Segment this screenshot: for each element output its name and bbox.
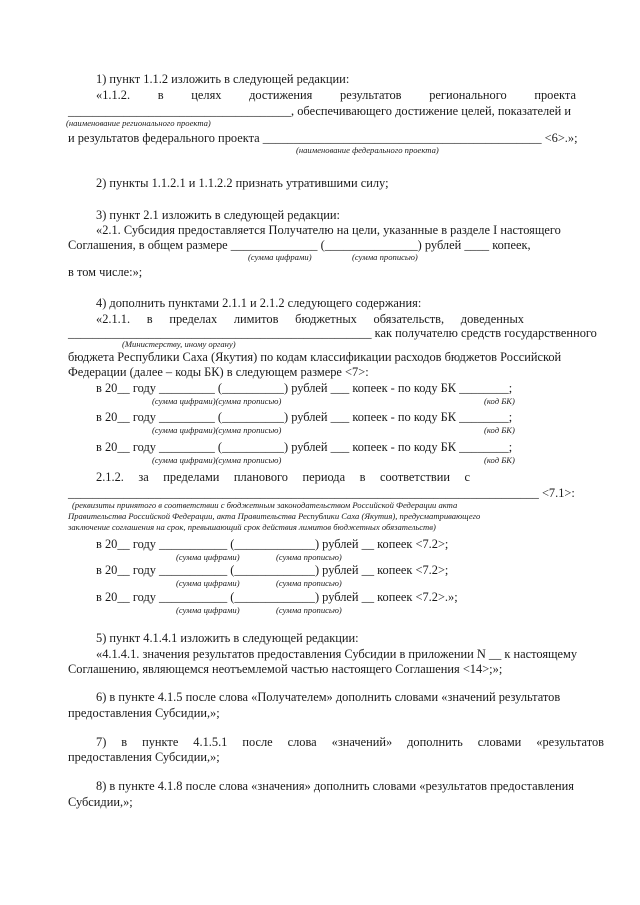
budget-row-1-code-caption: (код БК) [484, 396, 515, 406]
caption-sum-digits: (сумма цифрами) [248, 252, 312, 262]
paragraph-4-line-3: _________________________________________________ как получателю средств государственного [68, 326, 597, 340]
paragraph-5-line-2: «4.1.4.1. значения результатов предоставления Субсидии в приложении N __ к настоящему [96, 647, 578, 661]
budget-row-1-caption: (сумма цифрами)(сумма прописью) [152, 396, 282, 406]
paragraph-4-heading: 4) дополнить пунктами 2.1.1 и 2.1.2 следующего содержания: [96, 296, 422, 310]
paragraph-5-heading: 5) пункт 4.1.4.1 изложить в следующей редакции: [96, 631, 359, 645]
budget-row-2: в 20__ году _________ (__________) рублей ___ копеек - по коду БК ________; [96, 410, 513, 424]
paragraph-1-heading: 1) пункт 1.1.2 изложить в следующей редакции: [96, 72, 350, 86]
paragraph-3-line-3: Соглашения, в общем размере ______________ (_______________) рублей ____ копеек, [68, 238, 531, 252]
caption-ministry: (Министерству, иному органу) [122, 339, 236, 349]
period-row-3-caption-words: (сумма прописью) [276, 605, 342, 615]
caption-federal-project: (наименование федерального проекта) [296, 145, 439, 155]
paragraph-4-line-5: Федерации (далее – коды БК) в следующем размере <7>: [68, 365, 369, 379]
paragraph-7-line-2: предоставления Субсидии,»; [68, 750, 220, 764]
paragraph-1-line-2: «1.1.2. в целях достижения результатов регионального проекта [96, 88, 576, 102]
paragraph-8-line-2: Субсидии,»; [68, 795, 133, 809]
budget-row-3-caption: (сумма цифрами)(сумма прописью) [152, 455, 282, 465]
paragraph-1-line-4: и результатов федерального проекта _____________________________________________ <6>.»; [68, 131, 578, 145]
period-row-1-caption-words: (сумма прописью) [276, 552, 342, 562]
budget-row-2-caption: (сумма цифрами)(сумма прописью) [152, 425, 282, 435]
period-row-2-caption-digits: (сумма цифрами) [176, 578, 240, 588]
period-row-1-caption-digits: (сумма цифрами) [176, 552, 240, 562]
budget-row-2-code-caption: (код БК) [484, 425, 515, 435]
paragraph-6-line-2: предоставления Субсидии,»; [68, 706, 220, 720]
paragraph-6-line-1: 6) в пункте 4.1.5 после слова «Получателем» дополнить словами «значений результатов [96, 690, 561, 704]
budget-row-3-code-caption: (код БК) [484, 455, 515, 465]
period-row-3: в 20__ году ___________ (_____________) рублей __ копеек <7.2>.»; [96, 590, 458, 604]
paragraph-4-line-7: ____________________________________________________________________________ <7.1>: [68, 486, 575, 500]
caption-sum-words: (сумма прописью) [352, 252, 418, 262]
period-row-2-caption-words: (сумма прописью) [276, 578, 342, 588]
budget-row-1: в 20__ году _________ (__________) рублей ___ копеек - по коду БК ________; [96, 381, 513, 395]
period-row-3-caption-digits: (сумма цифрами) [176, 605, 240, 615]
paragraph-7-line-1: 7) в пункте 4.1.5.1 после слова «значений» дополнить словами «результатов [96, 735, 604, 749]
paragraph-3-line-2: «2.1. Субсидия предоставляется Получателю на цели, указанные в разделе I настоящего [96, 223, 561, 237]
period-row-2: в 20__ году ___________ (_____________) рублей __ копеек <7.2>; [96, 563, 449, 577]
caption-regional-project: (наименование регионального проекта) [66, 118, 211, 128]
paragraph-3-line-4: в том числе:»; [68, 265, 143, 279]
paragraph-5-line-3: Соглашению, являющемся неотъемлемой частью настоящего Соглашения <14>;»; [68, 662, 503, 676]
period-row-1: в 20__ году ___________ (_____________) рублей __ копеек <7.2>; [96, 537, 449, 551]
paragraph-1-line-3: ____________________________________, обеспечивающего достижение целей, показателей и [68, 104, 572, 118]
paragraph-4-line-4: бюджета Республики Саха (Якутия) по кодам классификации расходов бюджетов Российской [68, 350, 562, 364]
budget-row-3: в 20__ году _________ (__________) рублей ___ копеек - по коду БК ________; [96, 440, 513, 454]
caption-requisites-line-3: заключение соглашения на срок, превышающий срок действия лимитов бюджетных обязательств) [68, 522, 436, 532]
paragraph-2: 2) пункты 1.1.2.1 и 1.1.2.2 признать утратившими силу; [96, 176, 389, 190]
paragraph-4-line-6: 2.1.2. за пределами планового периода в соответствии с [96, 470, 470, 484]
paragraph-3-heading: 3) пункт 2.1 изложить в следующей редакции: [96, 208, 340, 222]
paragraph-8-line-1: 8) в пункте 4.1.8 после слова «значения» дополнить словами «результатов предоставления [96, 779, 574, 793]
caption-requisites-line-2: Правительства Российской Федерации, акта Правительства Республики Саха (Якутия), предусматривающего [68, 511, 481, 521]
caption-requisites-line-1: (реквизиты принятого в соответствии с бюджетным законодательством Российской Федерации акта [72, 500, 458, 510]
paragraph-4-line-2: «2.1.1. в пределах лимитов бюджетных обязательств, доведенных [96, 312, 524, 326]
